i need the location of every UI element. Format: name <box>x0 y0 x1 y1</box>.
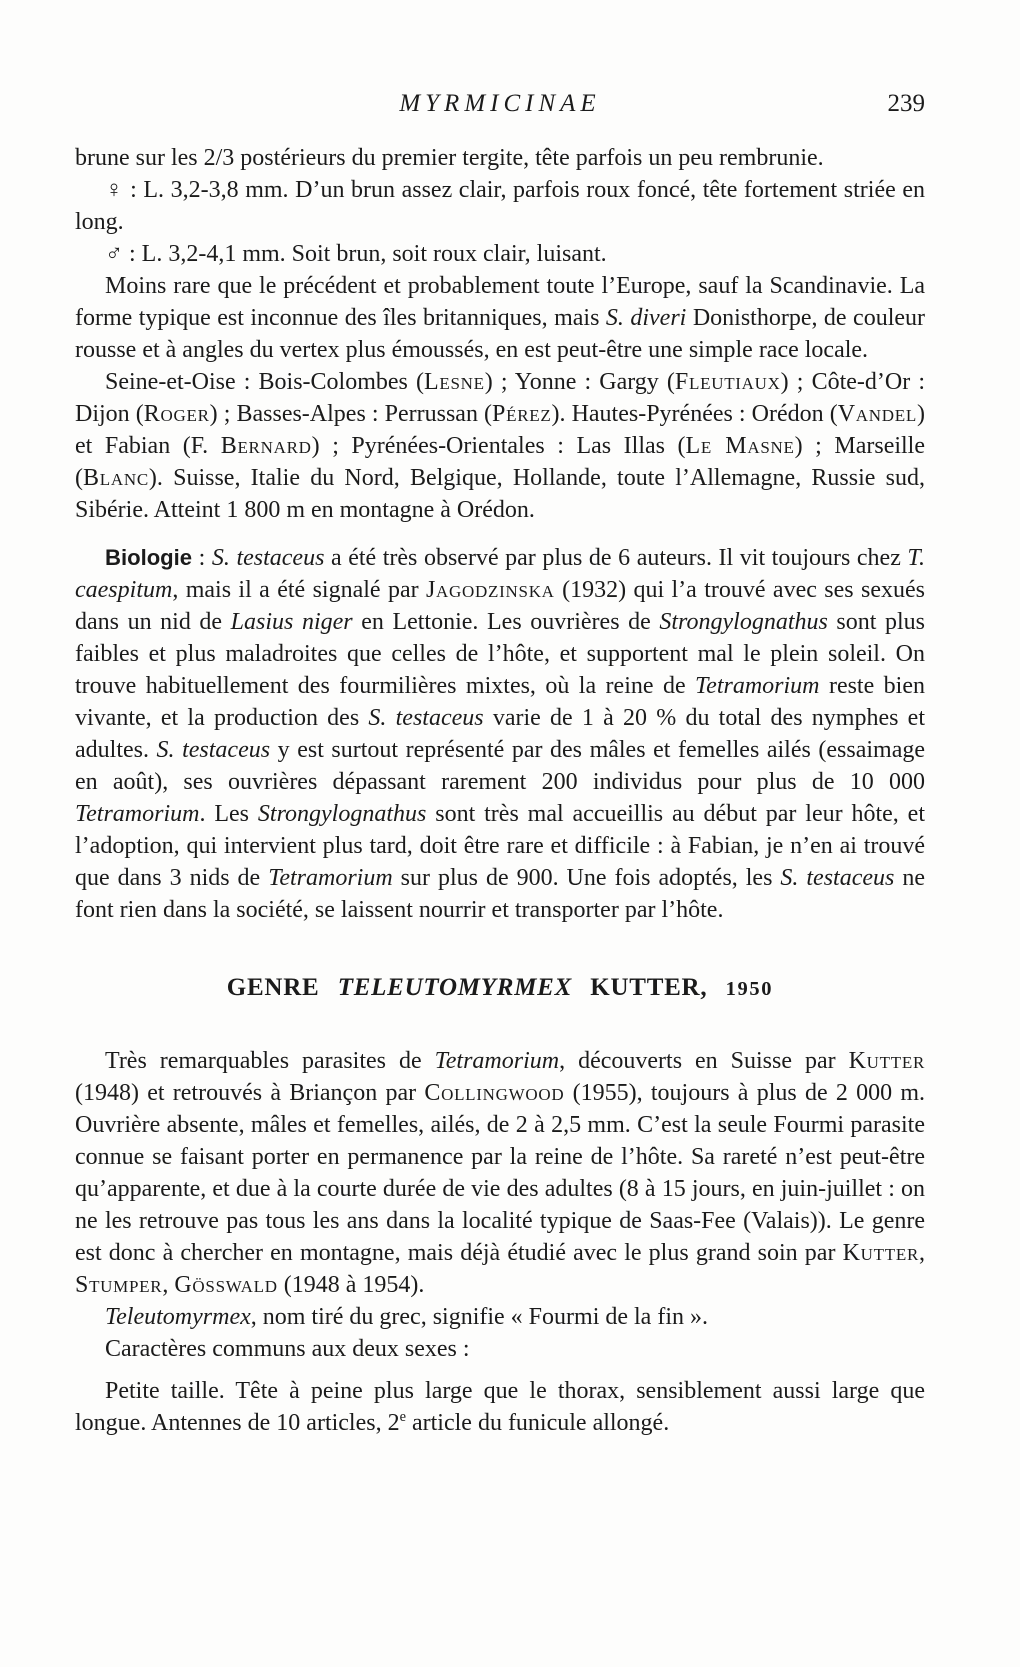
text-segment: Le Masne <box>685 433 795 459</box>
text-segment: Bernard <box>220 433 312 459</box>
text-segment: . Les <box>199 801 258 827</box>
text-segment: S. testaceus <box>211 545 325 571</box>
paragraph <box>75 142 925 174</box>
text-segment: sur plus de 900. Une fois adoptés, les <box>392 865 781 891</box>
text-segment: a été très observé par plus de 6 auteurs. Il vit toujours chez <box>324 545 908 571</box>
text-segment: Stumper <box>75 1272 163 1298</box>
text-segment: , mais il a été signalé par <box>172 577 426 603</box>
text-segment: Très remarquables parasites de <box>105 1048 435 1074</box>
text-segment: Lasius niger <box>230 609 353 635</box>
paragraph <box>75 1333 925 1365</box>
text-segment: Jagodzinska <box>425 577 555 603</box>
text-segment: , nom tiré du grec, signifie « Fourmi de la fin ». <box>250 1304 708 1330</box>
page-header <box>75 88 925 122</box>
paragraph <box>75 270 925 366</box>
text-segment: e <box>399 1409 406 1425</box>
text-segment: ♂ : L. 3,2-4,1 mm. Soit brun, soit roux clair, luisant. <box>105 241 607 267</box>
text-segment: , découverts en Suisse par <box>559 1048 849 1074</box>
text-segment: sont plus faibles et plus maladroites que celles de l’hôte, et supportent mal le plein soleil. On trouve habituellement des fourmilières mixtes, où la reine de <box>75 609 926 699</box>
text-segment: Biologie <box>105 545 193 570</box>
text-segment: varie de 1 à 20 % du total des nymphes et adultes. <box>75 705 925 763</box>
text-segment: , <box>162 1272 175 1298</box>
text-segment: y est surtout représenté par des mâles et femelles ailés (essaimage en août), ses ouvrières dépassant rarement 200 individus pour plus de 10 000 <box>75 737 925 795</box>
text-segment: S. diveri <box>605 305 687 331</box>
text-segment: brune sur les 2/3 postérieurs du premier tergite, tête parfois un peu rembrunie. <box>75 145 824 171</box>
text-segment: Petite taille. Tête à peine plus large que le thorax, sensiblement aussi large que longue. Antennes de 10 articles, 2 <box>75 1378 925 1436</box>
text-segment: Pérez <box>492 401 552 427</box>
text-segment: (1955), toujours à plus de 2 000 m. Ouvrière absente, mâles et femelles, ailés, de 2 à 2,5 mm. C’est la seule Fourmi parasite connue se faisant porter en permanence par la reine de l’hôte. Sa rareté n’est peut-être qu’apparente, et due à la courte durée de vie des adultes (8 à 15 jours, en juin-juillet : on ne les retrouve pas tous les ans dans la localité typique de Saas-Fee (Valais)). Le genre est donc à chercher en montagne, mais déjà étudié avec le plus grand soin par <box>75 1080 926 1266</box>
running-title: MYRMICINAE <box>399 90 601 117</box>
paragraph <box>75 366 925 526</box>
text-segment: S. testaceus <box>780 865 895 891</box>
text-segment: ) ; Pyrénées-Orientales : Las Illas ( <box>311 433 686 459</box>
text-segment: Strongylognathus <box>257 801 427 827</box>
text-segment: sont très mal accueillis au début par leur hôte, et l’adoption, qui intervient plus tard, doit être rare et difficile : à Fabian, je n’en ai trouvé que dans 3 nids de <box>75 801 926 891</box>
text-segment: S. testaceus <box>156 737 271 763</box>
text-segment: : <box>192 545 212 571</box>
text-segment: T. caespitum <box>75 545 925 603</box>
text-segment: ) ; Basses-Alpes : Perrussan ( <box>209 401 493 427</box>
text-segment: ne font rien dans la société, se laissent nourrir et transporter par l’hôte. <box>75 865 925 923</box>
text-segment: Lesne <box>423 369 485 395</box>
text-segment: TELEUTOMYRMEX <box>337 974 573 1001</box>
genus-heading <box>75 972 925 1005</box>
text-segment: ). Suisse, Italie du Nord, Belgique, Hollande, toute l’Allemagne, Russie sud, Sibérie. Atteint 1 800 m en montagne à Orédon. <box>75 465 925 523</box>
text-segment: Caractères communs aux deux sexes : <box>105 1336 470 1362</box>
text-segment: article du funicule allongé. <box>405 1410 670 1436</box>
text-segment: Fleutiaux <box>674 369 781 395</box>
text-segment: ♀ : L. 3,2-3,8 mm. D’un brun assez clair, parfois roux foncé, tête fortement striée en long. <box>75 177 925 235</box>
text-segment: ) ; Côte-d’Or : Dijon ( <box>75 369 925 427</box>
paragraph <box>75 238 925 270</box>
paragraph <box>75 1045 925 1301</box>
text-segment: ). Hautes-Pyrénées : Orédon ( <box>551 401 838 427</box>
text-segment: Seine-et-Oise : Bois-Colombes ( <box>105 369 424 395</box>
paragraph <box>75 174 925 238</box>
text-segment: Donisthorpe, de couleur rousse et à angles du vertex plus émoussés, en est peut-être une simple race locale. <box>75 305 926 363</box>
text-segment: Strongylognathus <box>659 609 828 635</box>
text-segment: en Lettonie. Les ouvrières de <box>352 609 660 635</box>
text-segment: Roger <box>143 401 210 427</box>
text-segment: ) ; Marseille ( <box>75 433 926 491</box>
text-segment: Tetramorium <box>268 865 393 891</box>
page-number: 239 <box>887 90 925 117</box>
paragraph <box>75 542 925 926</box>
text-segment: Tetramorium <box>434 1048 560 1074</box>
text-segment: Gösswald <box>174 1272 278 1298</box>
text-segment: reste bien vivante, et la production des <box>75 673 926 731</box>
text-segment: (1948 à 1954). <box>277 1272 425 1298</box>
text-segment: (1932) qui l’a trouvé avec ses sexués dans un nid de <box>75 577 925 635</box>
text-segment: Blanc <box>83 465 149 491</box>
text-segment: ) et Fabian (F. <box>75 401 925 459</box>
text-segment: GENRE <box>226 974 338 1001</box>
text-segment: (1948) et retrouvés à Briançon par <box>75 1080 425 1106</box>
page-body <box>75 142 925 1439</box>
paragraph <box>75 1375 925 1439</box>
text-segment: S. testaceus <box>368 705 484 731</box>
text-segment: Kutter <box>848 1048 926 1074</box>
text-segment: KUTTER, <box>572 974 726 1001</box>
text-segment: Tetramorium <box>75 801 200 827</box>
paragraph <box>75 1301 925 1333</box>
text-segment: Kutter <box>842 1240 919 1266</box>
text-segment: ) ; Yonne : Gargy ( <box>484 369 675 395</box>
text-segment: , <box>919 1240 925 1266</box>
text-segment: Collingwood <box>424 1080 565 1106</box>
text-segment: 1950 <box>725 978 774 1000</box>
text-segment: Teleutomyrmex <box>105 1304 251 1330</box>
text-segment: Tetramorium <box>695 673 820 699</box>
text-segment: Moins rare que le précédent et probablement toute l’Europe, sauf la Scandinavie. La forme typique est inconnue des îles britanniques, mais <box>75 273 925 331</box>
text-segment: Vandel <box>837 401 917 427</box>
